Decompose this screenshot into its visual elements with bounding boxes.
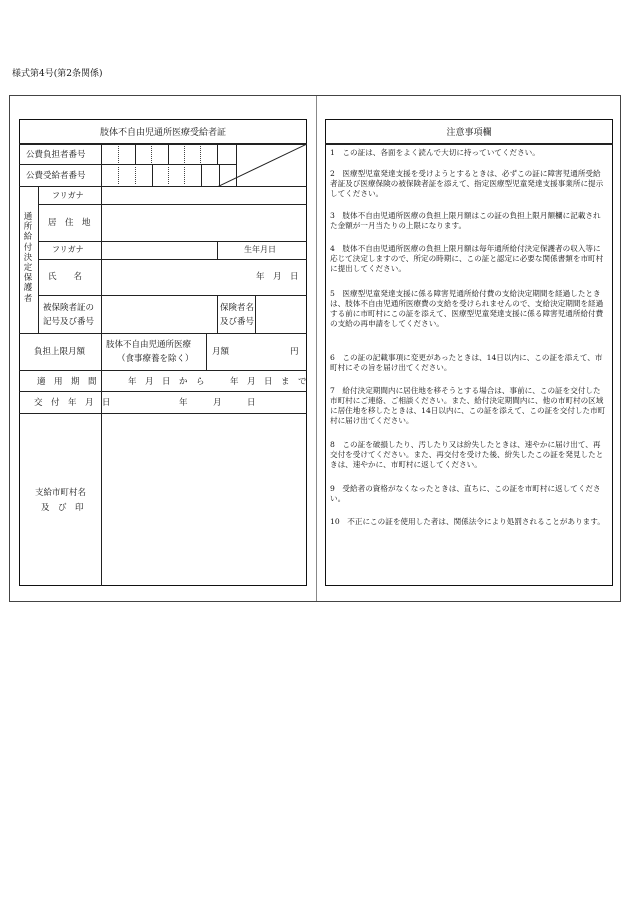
insured-card-label-2: 記号及び番号 (43, 317, 95, 327)
note-8: 8 この証を破損したり、汚したり又は紛失したときは、速やかに届け出て、再交付を受けてください。また、再交付を受けた後、紛失したこの証を発見したときは、速やかに、市町村に返してください。 (330, 440, 604, 469)
note-1: 1 この証は、各面をよく読んで大切に持っていてください。 (330, 148, 540, 157)
insured-card-label-1: 被保険者証の (43, 303, 95, 313)
note-10: 10 不正にこの証を使用した者は、関係法令により処罰されることがあります。 (330, 517, 605, 526)
public-payer-number-label: 公費負担者番号 (26, 150, 86, 160)
note-7: 7 給付決定期間内に居住地を移そうとする場合は、事前に、この証を交付した市町村にご連絡、ご相談ください。また、給付決定期間内に、他の市町村の区域に居住地を移したときは、14日以内に、この証を添えて、この証を交付した市町村に届け出てください。 (330, 386, 606, 425)
notes-title: 注意事項欄 (446, 128, 492, 138)
note-4: 4 肢体不自由児通所医療の負担上限月額は毎年通所給付決定保護者の収入等に応じて決定しますので、所定の時期に、この証と認定に必要な関係書類を市町村に提出してください。 (330, 244, 604, 273)
issue-date-label: 交 付 年 月 日 (34, 398, 111, 408)
issue-date-value: 年 月 日 (179, 398, 256, 408)
insurer-name-label-2: 及び番号 (220, 317, 255, 327)
yen-label: 円 (290, 347, 299, 357)
diagonal-slash (217, 144, 307, 187)
name-label: 氏 名 (48, 272, 83, 282)
note-9: 9 受給者の資格がなくなったときは、直ちに、この証を市町村に返してください。 (330, 484, 601, 503)
furigana-label-1: フリガナ (52, 191, 84, 200)
center-divider (316, 96, 317, 601)
certificate-title: 肢体不自由児通所医療受給者証 (99, 128, 226, 138)
note-3: 3 肢体不自由児通所医療の負担上限月額はこの証の負担上限月額欄に記載された金額が一月当たりの上限になります。 (330, 211, 601, 230)
note-5: 5 医療型児童発達支援に係る障害児通所給付費の支給決定期間を経過したときは、肢体不自由児通所医療費の支給を受けられませんので、支給決定期間を経過する前に市町村にこの証を添えて、医療型児童発達支援に係る障害児通所給付費の支給の再申請をしてください。 (330, 289, 604, 328)
municipality-label-2: 及 び 印 (41, 503, 84, 513)
period-label: 適 用 期 間 (37, 377, 97, 387)
note-6: 6 この証の記載事項に変更があったときは、14日以内に、この証を添えて、市町村にその旨を届け出てください。 (330, 353, 603, 372)
birthdate-label: 生年月日 (244, 245, 276, 254)
limit-desc-2: （食事療養を除く） (117, 354, 194, 364)
address-label: 居 住 地 (48, 218, 91, 228)
note-2: 2 医療型児童発達支援を受けようとするときは、必ずこの証に障害児通所受給者証及び医療保険の被保険者証を添えて、指定医療型児童発達支援事業所に提示してください。 (330, 169, 604, 198)
limit-desc-1: 肢体不自由児通所医療 (106, 340, 192, 350)
municipality-label-1: 支給市町村名 (35, 488, 87, 498)
public-recipient-number-label: 公費受給者番号 (26, 171, 86, 181)
monthly-label: 月額 (212, 347, 230, 357)
insurer-name-label-1: 保険者名 (220, 303, 255, 313)
furigana-label-2: フリガナ (52, 245, 84, 254)
form-number: 様式第4号(第2条関係) (12, 69, 103, 79)
birthdate-value: 年 月 日 (256, 272, 299, 282)
limit-label: 負担上限月額 (34, 347, 86, 357)
guardian-side-label: 通 所 給 付 決 定 保 護 者 (23, 212, 33, 304)
period-value: 年 月 日 か ら 年 月 日 ま で (128, 377, 307, 387)
